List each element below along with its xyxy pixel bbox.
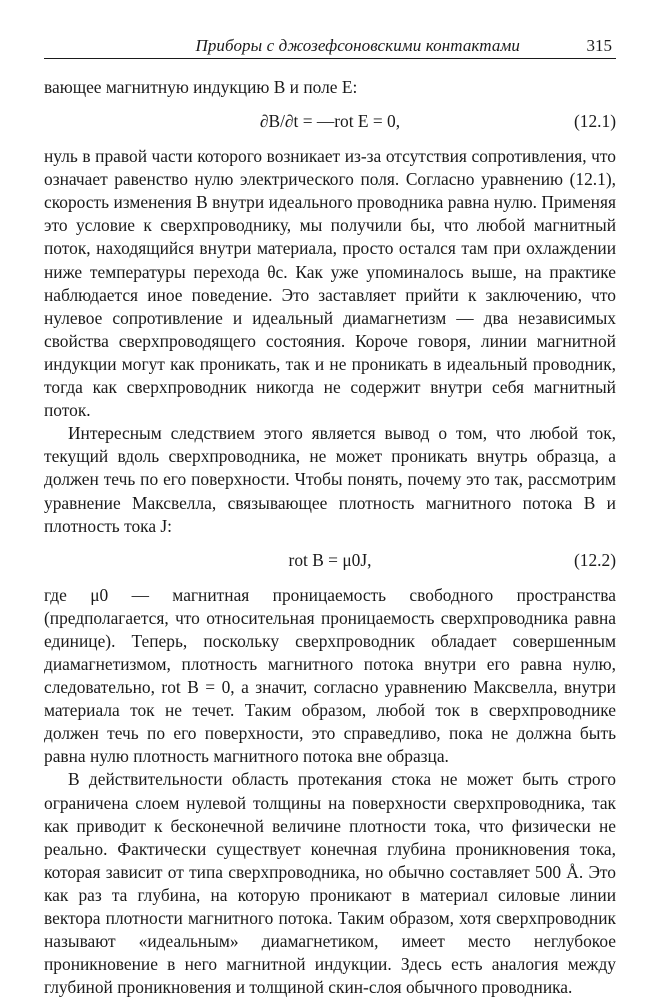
paragraph-4: В действительности область протекания стока не может быть строго ограничена слоем нулевой толщины на поверхности сверхпроводника, так как приводит к бесконечной величине плотности тока, что физически не реально. Фактически существует конечная глубина проникновения тока, которая зависит от типа сверхпроводника, но обычно составляет 500 Å. Это как раз та глубина, на которую проникают в материал силовые линии вектора плотности магнитного потока. Таким образом, хотя сверхпроводник называют «идеальным» диамагнетиком, имеет место неглубокое проникновение в него магнитной индукции. Здесь есть аналогия между глубиной проникновения и толщиной скин-слоя обычного проводника. — [44, 769, 616, 998]
paragraph-2: Интересным следствием этого является вывод о том, что любой ток, текущий вдоль сверхпроводника, не может проникать внутрь образца, а должен течь по его поверхности. Чтобы понять, почему это так, рассмотрим уравнение Максвелла, связывающее плотность магнитного потока B и плотность тока J: — [44, 423, 616, 536]
paragraph-3: где μ0 — магнитная проницаемость свободного пространства (предполагается, что относительная проницаемость сверхпроводника равна единице). Теперь, поскольку сверхпроводник обладает совершенным диамагнетизмом, плотность магнитного потока внутри его равна нулю, следовательно, rot B = 0, а значит, согласно уравнению Максвелла, внутри материала ток не течет. Таким образом, любой ток в сверхпроводнике должен течь по его поверхности, это справедливо, пока не должна быть равна нулю плотность магнитного потока вне образца. — [44, 584, 616, 767]
paragraph-1: нуль в правой части которого возникает из-за отсутствия сопротивления, что означает равенство нулю электрического поля. Согласно уравнению (12.1), скорость изменения B внутри идеального проводника равна нулю. Применяя это условие к сверхпроводнику, мы получили бы, что любой магнитный поток, находящийся внутри материала, просто остался там при охлаждении ниже температуры перехода θc. Как уже упоминалось выше, на практике наблюдается иное поведение. Это заставляет прийти к заключению, что нулевое сопротивление и идеальный диамагнетизм — два независимых свойства сверхпроводящего состояния. Короче говоря, линии магнитной индукции могут как проникать, так и не проникать в идеальный проводник, тогда как сверхпроводник никогда не содержит внутри себя магнитный поток. — [44, 146, 616, 421]
equation-formula: rot B = μ0J, — [288, 549, 372, 570]
equation-number: (12.2) — [573, 549, 616, 570]
equation-12-2 — [44, 538, 616, 584]
page-header — [44, 30, 616, 59]
page-body — [44, 76, 616, 999]
running-title: Приборы с джозефсоновскими контактами — [195, 36, 520, 55]
equation-12-1 — [44, 99, 616, 145]
equation-formula: ∂B/∂t = —rot E = 0, — [259, 111, 401, 132]
paragraph-0: вающее магнитную индукцию B и поле E: — [44, 77, 358, 97]
equation-number: (12.1) — [573, 111, 616, 132]
page-number: 315 — [586, 36, 612, 55]
